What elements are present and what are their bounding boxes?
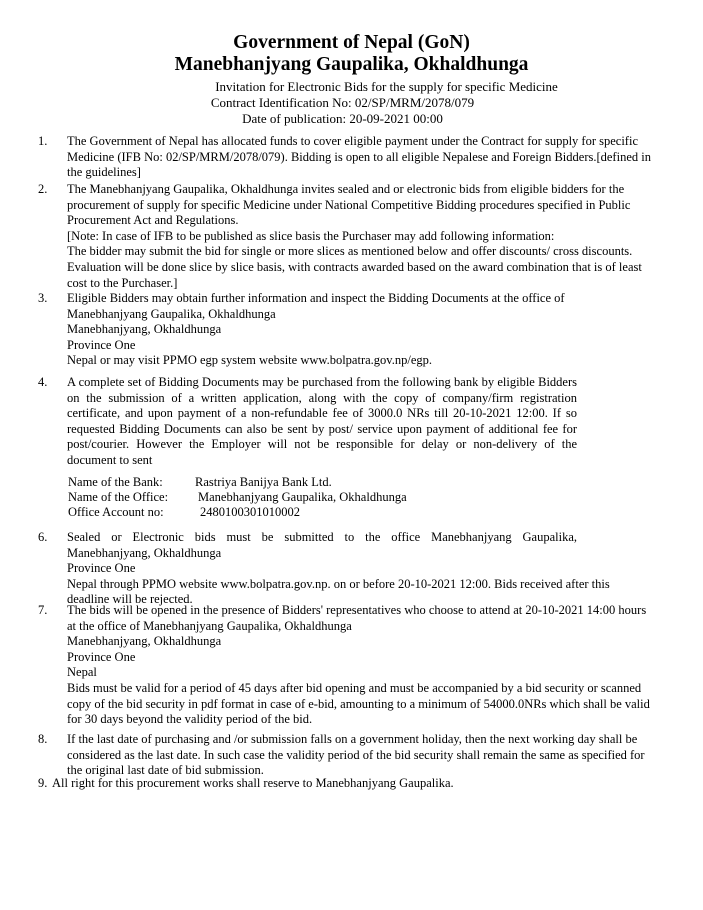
item-text: If the last date of purchasing and /or submission falls on a government holiday, then the next working day shall be considered as the last date. In such case the validity period of the bid security shall remain the same as specified for the original last date of bid submission. <box>67 732 645 778</box>
item-text: Manebhanjyang, Okhaldhunga <box>67 634 222 649</box>
contract-id-line: Contract Identification No: 02/SP/MRM/2078/079 <box>210 95 475 110</box>
item-text: Eligible Bidders may obtain further information and inspect the Bidding Documents at the office of <box>67 291 565 305</box>
item-number: 2. <box>38 182 48 196</box>
item-text: Province One <box>67 649 136 664</box>
list-item-4 <box>67 375 577 469</box>
office-name-value: Manebhanjyang Gaupalika, Okhaldhunga <box>198 490 407 504</box>
list-item-8 <box>67 732 655 779</box>
list-item-7 <box>67 603 655 728</box>
item-text: Bids must be valid for a period of 45 days after bid opening and must be accompanied by a bid security or scanned copy of the bid security in pdf format in case of e-bid, amounting to a minimum of 54000.0NRs which shall be valid for 30 days beyond the validity period of the bid. <box>67 680 650 727</box>
item-text: Nepal <box>67 665 97 680</box>
item-number: 6. <box>38 530 48 544</box>
item-text: Nepal or may visit PPMO egp system website www.bolpatra.gov.np/egp. <box>67 353 432 368</box>
list-item-3 <box>67 291 655 369</box>
item-text: Manebhanjyang, Okhaldhunga <box>67 322 222 337</box>
bank-name-label: Name of the Bank: <box>68 475 163 489</box>
item-text: All right for this procurement works shall reserve to Manebhanjyang Gaupalika. <box>52 776 454 790</box>
item-text: Manebhanjyang Gaupalika, Okhaldhunga <box>67 306 276 321</box>
list-item-6 <box>67 530 655 608</box>
account-number-label: Office Account no: <box>68 505 164 519</box>
office-name-label: Name of the Office: <box>68 490 169 504</box>
document-title-line2: Manebhanjyang Gaupalika, Okhaldhunga <box>174 54 529 75</box>
item-text: The Manebhanjyang Gaupalika, Okhaldhunga invites sealed and or electronic bids from eligible bidders for the procurement of supply for specific Medicine under National Competitive Bidding procedures specified in Public Procurement Act and Regulations. <box>67 182 631 228</box>
account-number-value: 2480100301010002 <box>200 505 300 519</box>
item-number: 1. <box>38 134 48 148</box>
list-item-2 <box>67 182 655 291</box>
item-text: Province One <box>67 337 136 352</box>
item-text: Province One <box>67 561 136 576</box>
item-number: 3. <box>38 291 48 305</box>
invitation-line: Invitation for Electronic Bids for the supply for specific Medicine <box>215 79 558 94</box>
bank-name-value: Rastriya Banijya Bank Ltd. <box>195 475 332 489</box>
item-text: A complete set of Bidding Documents may be purchased from the following bank by eligible Bidders on the submission of a written application, along with the copy of company/firm registration certificate, and upon payment of a non-refundable fee of 3000.0 NRs till 20-10-2021 12:00. If so requested Bidding Documents can also be sent by post/ service upon payment of additional fee for post/courier. However the Employer will not be responsible for delay or non-delivery of the document to sent <box>67 375 577 467</box>
item-text: The bids will be opened in the presence of Bidders' representatives who choose to attend at 20-10-2021 14:00 hours at the office of Manebhanjyang Gaupalika, Okhaldhunga <box>67 603 647 633</box>
list-item-1 <box>67 134 655 181</box>
publication-date-line: Date of publication: 20-09-2021 00:00 <box>242 111 443 126</box>
item-text: Sealed or Electronic bids must be submitted to the office Manebhanjyang Gaupalika, Manebhanjyang, Okhaldhunga <box>67 530 577 560</box>
document-title-line1: Government of Nepal (GoN) <box>233 32 470 53</box>
item-text: Nepal through PPMO website www.bolpatra.gov.np. on or before 20-10-2021 12:00. Bids received after this deadline will be rejected. <box>67 576 610 607</box>
item-number: 7. <box>38 603 48 617</box>
item-number: 4. <box>38 375 48 389</box>
item-number: 9. <box>38 776 48 790</box>
item-text: The bidder may submit the bid for single or more slices as mentioned below and offer discounts/ cross discounts. Evaluation will be done slice by slice basis, with contracts awarded based on the award combination that is of least cost to the Purchaser.] <box>67 244 642 290</box>
item-text: [Note: In case of IFB to be published as slice basis the Purchaser may add following information: <box>67 228 555 243</box>
item-number: 8. <box>38 732 48 746</box>
list-item-9 <box>52 776 640 792</box>
item-text: The Government of Nepal has allocated funds to cover eligible payment under the Contract for supply for specific Medicine (IFB No: 02/SP/MRM/2078/079). Bidding is open to all eligible Nepalese and Foreign Bidders.[defined in the guidelines] <box>67 134 651 180</box>
